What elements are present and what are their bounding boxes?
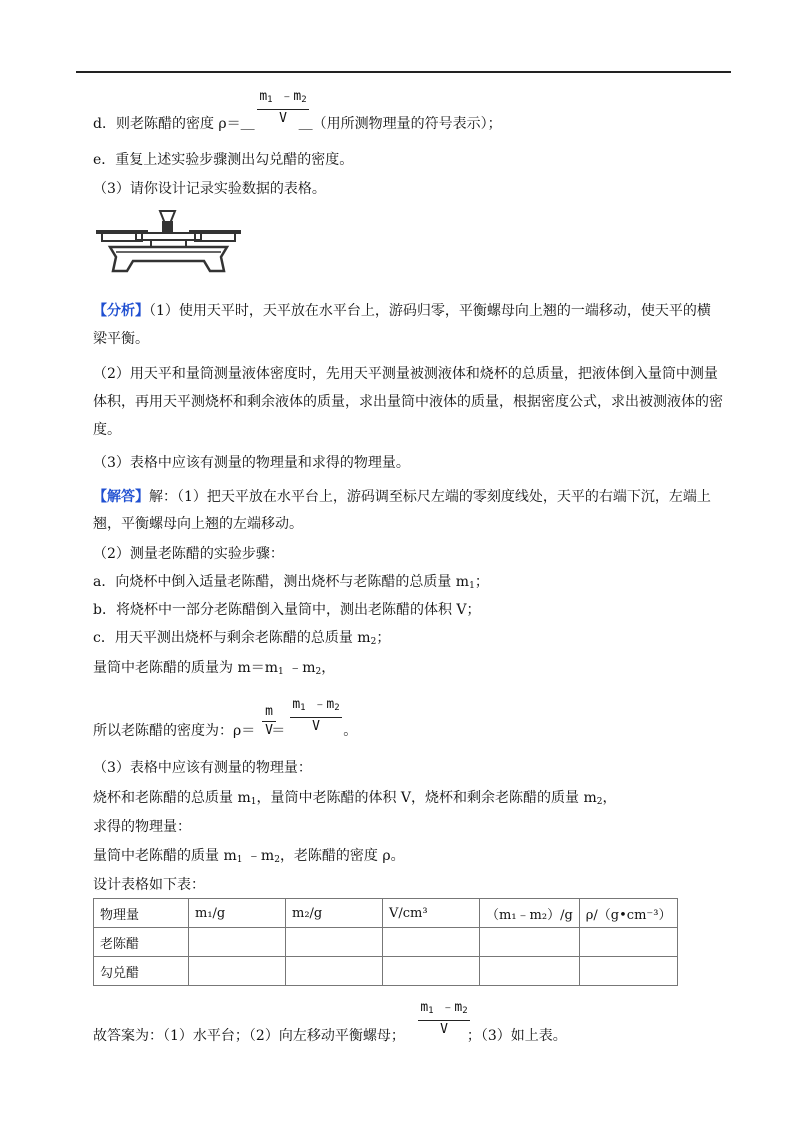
- measured-quantities: 烧杯和老陈醋的总质量 $m_1$，量筒中老陈醋的体积 V，烧杯和剩余老陈醋的质量 $m_2$，: [93, 790, 617, 807]
- table-header: m₂/g: [286, 899, 383, 928]
- analysis-1a: 【分析】（1）使用天平时，天平放在水平台上，游码归零，平衡螺母向上翘的一端移动，使天平的横: [93, 303, 711, 319]
- final-answer: 故答案为：（1）水平台；（2）向左移动平衡螺母； ；（3）如上表。: [93, 1028, 567, 1044]
- table-header: 物理量: [94, 899, 189, 928]
- table-header-row: [94, 899, 678, 928]
- density-fraction-d: $m_1$ $﹣m_2$ V: [257, 89, 309, 127]
- answer-2: （2）测量老陈醋的实验步骤：: [93, 546, 284, 562]
- table-cell: [480, 957, 580, 986]
- density-fraction-full: $m_1$ $﹣m_2$ V: [290, 697, 342, 735]
- header-rule: [76, 71, 731, 73]
- table-cell: [286, 957, 383, 986]
- table-cell: [579, 957, 678, 986]
- table-cell: [189, 957, 286, 986]
- table-row: [94, 928, 678, 957]
- derived-quantities: 量筒中老陈醋的质量 $m_1$ $﹣m_2$，老陈醋的密度 ρ。: [93, 848, 405, 865]
- step-c: c．用天平测出烧杯与剩余老陈醋的总质量 $m_2$；: [93, 630, 391, 647]
- data-table: [93, 898, 678, 986]
- step-b: b．将烧杯中一部分老陈醋倒入量筒中，测出老陈醋的体积 V；: [93, 602, 481, 618]
- table-header: V/cm³: [383, 899, 480, 928]
- table-cell: 勾兑醋: [94, 957, 189, 986]
- question-3: （3）请你设计记录实验数据的表格。: [93, 181, 326, 197]
- analysis-2c: 度。: [93, 422, 121, 438]
- line-e: e．重复上述实验步骤测出勾兑醋的密度。: [93, 152, 354, 168]
- analysis-3: （3）表格中应该有测量的物理量和求得的物理量。: [93, 455, 410, 471]
- balance-scale-image: [96, 209, 241, 279]
- table-header: ρ/（g•cm⁻³）: [579, 899, 678, 928]
- table-cell: 老陈醋: [94, 928, 189, 957]
- table-cell: [480, 928, 580, 957]
- derived-title: 求得的物理量：: [93, 819, 191, 835]
- table-cell: [383, 928, 480, 957]
- table-cell: [286, 928, 383, 957]
- answer-1b: 翘，平衡螺母向上翘的左端移动。: [93, 516, 303, 532]
- density-formula: 所以老陈醋的密度为：ρ＝ ＝ 。: [93, 723, 358, 739]
- step-a: a．向烧杯中倒入适量老陈醋，测出烧杯与老陈醋的总质量 $m_1$；: [93, 574, 489, 591]
- table-cell: [383, 957, 480, 986]
- density-fraction-simple: m V: [262, 704, 276, 739]
- table-cell: [579, 928, 678, 957]
- table-cell: [189, 928, 286, 957]
- table-intro: 设计表格如下表：: [93, 877, 205, 893]
- mass-formula: 量筒中老陈醋的质量为 $m=m_1$ $﹣m_2$，: [93, 660, 336, 677]
- table-header: （m₁﹣m₂）/g: [480, 899, 580, 928]
- answer-3: （3）表格中应该有测量的物理量：: [93, 760, 312, 776]
- analysis-1b: 梁平衡。: [93, 331, 149, 347]
- analysis-2a: （2）用天平和量筒测量液体密度时，先用天平测量被测液体和烧杯的总质量，把液体倒入量筒中测量: [93, 366, 718, 382]
- answer-1a: 【解答】解：（1）把天平放在水平台上，游码调至标尺左端的零刻度线处，天平的右端下沉，左端上: [93, 489, 711, 505]
- table-row: [94, 957, 678, 986]
- table-header: m₁/g: [189, 899, 286, 928]
- analysis-2b: 体积，再用天平测烧杯和剩余液体的质量，求出量筒中液体的质量，根据密度公式，求出被测液体的密: [93, 394, 723, 410]
- density-fraction-final: $m_1$ $﹣m_2$ V: [418, 1000, 470, 1038]
- line-d: d．则老陈醋的密度 ρ＝＿ ＿（用所测物理量的符号表示）；: [93, 116, 502, 132]
